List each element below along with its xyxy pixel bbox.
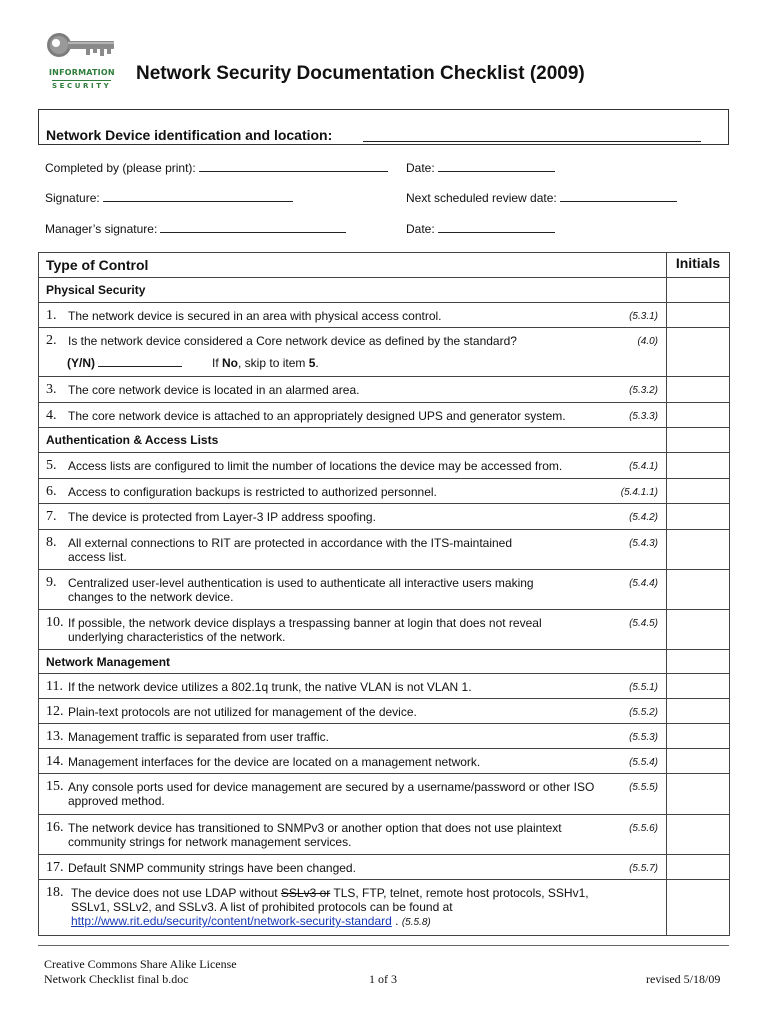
- initials-cell[interactable]: [667, 815, 730, 855]
- item-number: 10.: [46, 615, 64, 630]
- item-text: Management traffic is separated from user traffic.: [68, 730, 330, 744]
- item-text: Any console ports used for device management are secured by a username/password or other ISO approved method.: [68, 780, 595, 808]
- item-number: 3.: [46, 382, 57, 397]
- table-row: [39, 699, 730, 724]
- table-row: [39, 530, 730, 570]
- table-row: [39, 570, 730, 610]
- device-identification-field[interactable]: [363, 141, 701, 142]
- table-header-row: [39, 253, 730, 278]
- completed-by-label: Completed by (please print):: [45, 161, 196, 175]
- yn-label: (Y/N): [67, 356, 95, 370]
- device-identification-box: [38, 109, 729, 145]
- item-text: All external connections to RIT are protected in accordance with the ITS-maintained access list.: [68, 536, 513, 564]
- completed-by-input[interactable]: [199, 161, 388, 172]
- table-row: [39, 504, 730, 530]
- manager-signature-field: [45, 222, 346, 236]
- date-label-1: Date:: [406, 161, 435, 175]
- item-text: Management interfaces for the device are located on a management network.: [68, 755, 481, 769]
- table-row: [39, 403, 730, 428]
- signature-field: [45, 191, 293, 205]
- signature-label: Signature:: [45, 191, 100, 205]
- device-identification-label: Network Device identification and location:: [46, 127, 333, 143]
- item-reference: (5.5.4): [629, 757, 658, 768]
- item-text: The device is protected from Layer-3 IP address spoofing.: [68, 510, 376, 524]
- next-review-field: [406, 191, 677, 205]
- core-device-answer: [67, 356, 658, 370]
- date-input-2[interactable]: [438, 222, 555, 233]
- item-number: 2.: [46, 333, 57, 348]
- initials-cell[interactable]: [667, 428, 730, 453]
- type-of-control-header: Type of Control: [39, 253, 667, 278]
- item-number: 7.: [46, 509, 57, 524]
- footer-revised-date: revised 5/18/09: [646, 972, 721, 986]
- initials-cell[interactable]: [667, 774, 730, 815]
- item-reference: (4.0): [637, 336, 658, 347]
- initials-cell[interactable]: [667, 530, 730, 570]
- date-input-1[interactable]: [438, 161, 555, 172]
- logo-text-information: INFORMATION: [49, 68, 115, 77]
- footer-page-number: 1 of 3: [369, 972, 397, 986]
- table-row: [39, 815, 730, 855]
- initials-cell[interactable]: [667, 610, 730, 650]
- item-reference: (5.5.1): [629, 682, 658, 693]
- initials-cell[interactable]: [667, 724, 730, 749]
- section-row: [39, 278, 730, 303]
- table-row: [39, 674, 730, 699]
- yn-input[interactable]: [98, 356, 182, 367]
- item-reference: (5.5.7): [629, 863, 658, 874]
- initials-header: Initials: [667, 253, 730, 278]
- section-title: Network Management: [39, 650, 667, 674]
- item-text: The network device is secured in an area with physical access control.: [68, 309, 442, 323]
- initials-cell[interactable]: [667, 880, 730, 936]
- next-review-input[interactable]: [560, 191, 677, 202]
- item-number: 14.: [46, 754, 64, 769]
- next-review-label: Next scheduled review date:: [406, 191, 557, 205]
- item-number: 18.: [46, 885, 64, 900]
- table-row: [39, 377, 730, 403]
- initials-cell[interactable]: [667, 377, 730, 403]
- initials-cell[interactable]: [667, 278, 730, 303]
- item-number: 15.: [46, 779, 64, 794]
- item-reference: (5.5.2): [629, 707, 658, 718]
- key-icon: [46, 28, 118, 68]
- item-number: 8.: [46, 535, 57, 550]
- initials-cell[interactable]: [667, 674, 730, 699]
- date-label-2: Date:: [406, 222, 435, 236]
- item-text: Default SNMP community strings have been changed.: [68, 861, 356, 875]
- footer-divider: [38, 945, 729, 946]
- skip-instruction: If No, skip to item 5.: [212, 356, 319, 370]
- manager-signature-label: Manager’s signature:: [45, 222, 158, 236]
- item-number: 5.: [46, 458, 57, 473]
- table-row: [39, 610, 730, 650]
- date-field-1: [406, 161, 555, 175]
- item-text: The core network device is attached to an appropriately designed UPS and generator system.: [68, 409, 566, 423]
- item-reference: (5.5.8): [401, 917, 431, 928]
- item-number: 9.: [46, 575, 57, 590]
- initials-cell[interactable]: [667, 749, 730, 774]
- item-number: 16.: [46, 820, 64, 835]
- footer-license: Creative Commons Share Alike License: [44, 957, 237, 971]
- table-row: [39, 880, 730, 936]
- information-security-logo: [46, 28, 118, 92]
- item-text: Access lists are configured to limit the number of locations the device may be accessed from.: [68, 459, 563, 473]
- item-reference: (5.4.4): [629, 578, 658, 589]
- table-row: [39, 774, 730, 815]
- item-reference: (5.4.1): [629, 461, 658, 472]
- item-reference: (5.5.5): [629, 782, 658, 793]
- item-reference: (5.3.3): [629, 411, 658, 422]
- protocols-standard-link[interactable]: http://www.rit.edu/security/content/network-security-standard: [71, 914, 392, 928]
- item-text: Access to configuration backups is restricted to authorized personnel.: [68, 485, 437, 499]
- section-row: [39, 650, 730, 674]
- signature-input[interactable]: [103, 191, 293, 202]
- initials-cell[interactable]: [667, 453, 730, 479]
- table-row: [39, 328, 730, 377]
- item-number: 11.: [46, 679, 63, 694]
- item-number: 4.: [46, 408, 57, 423]
- document-title: Network Security Documentation Checklist (2009): [136, 63, 585, 84]
- struck-text: SSLv3 or: [280, 886, 331, 900]
- table-row: [39, 303, 730, 328]
- section-title: Physical Security: [39, 278, 667, 303]
- item-number: 13.: [46, 729, 64, 744]
- section-row: [39, 428, 730, 453]
- item-number: 6.: [46, 484, 57, 499]
- item-text: Plain-text protocols are not utilized for management of the device.: [68, 705, 417, 719]
- item-reference: (5.5.6): [629, 823, 658, 834]
- manager-signature-input[interactable]: [160, 222, 346, 233]
- initials-cell[interactable]: [667, 650, 730, 674]
- item-number: 17.: [46, 860, 64, 875]
- table-row: [39, 855, 730, 880]
- item-reference: (5.4.2): [629, 512, 658, 523]
- initials-cell[interactable]: [667, 699, 730, 724]
- table-row: [39, 749, 730, 774]
- item-text: If the network device utilizes a 802.1q trunk, the native VLAN is not VLAN 1.: [68, 680, 472, 694]
- section-title: Authentication & Access Lists: [39, 428, 667, 453]
- item-reference: (5.5.3): [629, 732, 658, 743]
- table-row: [39, 453, 730, 479]
- checklist-table: [38, 252, 730, 936]
- item-text: If possible, the network device displays a trespassing banner at login that does not reveal underlying characteristics of the network.: [68, 616, 542, 644]
- completed-by-field: [45, 161, 388, 175]
- initials-cell[interactable]: [667, 303, 730, 328]
- table-row: [39, 479, 730, 504]
- item-reference: (5.3.2): [629, 385, 658, 396]
- initials-cell[interactable]: [667, 403, 730, 428]
- item-number: 12.: [46, 704, 64, 719]
- item-text: Is the network device considered a Core network device as defined by the standard?: [68, 334, 517, 348]
- item-text: The network device has transitioned to SNMPv3 or another option that does not use plaintext community strings for network management services.: [68, 821, 562, 849]
- footer-filename: Network Checklist final b.doc: [44, 972, 189, 986]
- item-reference: (5.4.1.1): [620, 487, 658, 498]
- logo-text-security: SECURITY: [52, 82, 112, 90]
- initials-cell[interactable]: [667, 328, 730, 377]
- item-number: 1.: [46, 308, 57, 323]
- item-reference: (5.3.1): [629, 311, 658, 322]
- item-reference: (5.4.3): [629, 538, 658, 549]
- date-field-2: [406, 222, 555, 236]
- item-text: Centralized user-level authentication is used to authenticate all interactive users making changes to the network device.: [68, 576, 534, 604]
- initials-cell[interactable]: [667, 855, 730, 880]
- item-text: The device does not use LDAP without SSLv3 or TLS, FTP, telnet, remote host protocols, SSHv1, SSLv1, SSLv2, and SSLv3. A list of prohibited protocols can be found at http://www.rit.edu/security/content/network-security-standard . (5.5.8): [71, 886, 589, 928]
- item-text: The core network device is located in an alarmed area.: [68, 383, 360, 397]
- initials-cell[interactable]: [667, 570, 730, 610]
- initials-cell[interactable]: [667, 479, 730, 504]
- table-row: [39, 724, 730, 749]
- initials-cell[interactable]: [667, 504, 730, 530]
- item-reference: (5.4.5): [629, 618, 658, 629]
